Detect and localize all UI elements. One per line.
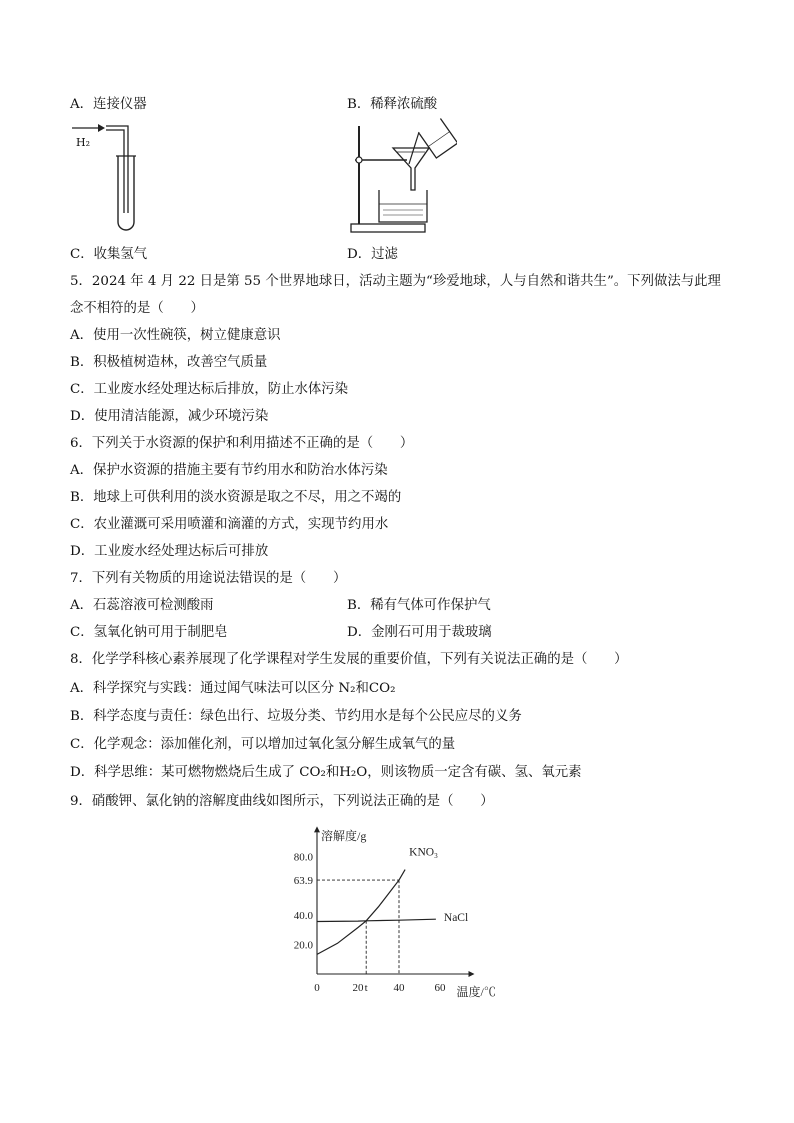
- solubility-chart: [270, 822, 520, 1007]
- q8-option-d-text: D．科学思维：某可燃物燃烧后生成了: [70, 765, 300, 780]
- q7-option-c: C．氢氧化钠可用于制肥皂: [70, 625, 228, 640]
- q5-option-b: B．积极植树造林，改善空气质量: [70, 355, 268, 370]
- q6-option-c: C．农业灌溉可采用喷灌和滴灌的方式，实现节约用水: [70, 517, 389, 532]
- x-axis-arrow: [469, 971, 475, 977]
- x-tick-label: 60: [434, 982, 446, 994]
- q5-stem-line1: 5．2024 年 4 月 22 日是第 55 个世界地球日，活动主题为“珍爱地球，人与自然和谐共生”。下列做法与此理: [70, 274, 721, 289]
- option-d-label: D．过滤: [347, 247, 398, 262]
- formula-co2: CO₂: [368, 681, 396, 696]
- q6-stem: 6．下列关于水资源的保护和利用描述不正确的是（ ）: [70, 436, 414, 451]
- formula-n2: N₂: [338, 681, 356, 696]
- series-curve-0: [317, 870, 405, 955]
- q7-option-d: D．金刚石可用于裁玻璃: [347, 625, 492, 640]
- h2-label: H₂: [76, 136, 91, 149]
- y-tick-label: 40.0: [293, 910, 313, 923]
- q5-stem-line2: 念不相符的是（ ）: [70, 301, 204, 316]
- conjunction: 和: [325, 765, 340, 780]
- q8-option-c: C．化学观念：添加催化剂，可以增加过氧化氢分解生成氧气的量: [70, 737, 456, 752]
- q8-option-b: B．科学态度与责任：绿色出行、垃圾分类、节约用水是每个公民应尽的义务: [70, 709, 522, 724]
- q8-stem: 8．化学学科核心素养展现了化学课程对学生发展的重要价值，下列有关说法正确的是（ ）: [70, 652, 628, 667]
- q8-option-d: [70, 764, 582, 782]
- q6-option-d: D．工业废水经处理达标后可排放: [70, 544, 269, 559]
- figure-filtration: [347, 118, 457, 236]
- q7-option-a: A．石蕊溶液可检测酸雨: [70, 598, 214, 613]
- q5-option-c: C．工业废水经处理达标后排放，防止水体污染: [70, 382, 349, 397]
- y-axis-arrow: [314, 826, 320, 832]
- q7-option-b: B．稀有气体可作保护气: [347, 598, 491, 613]
- q6-option-a: A．保护水资源的措施主要有节约用水和防治水体污染: [70, 463, 388, 478]
- y-axis-label: 溶解度/g: [321, 829, 367, 843]
- formula-co2: CO₂: [299, 765, 326, 780]
- option-b-label: B．稀释浓硫酸: [347, 97, 438, 112]
- y-tick-label: 63.9: [293, 875, 313, 888]
- x-tick-label: 20: [352, 982, 364, 994]
- x-tick-label: 0: [314, 982, 320, 994]
- solubility-chart-svg: [270, 822, 520, 1007]
- x-axis-label: 温度/℃: [456, 985, 496, 999]
- series-label-1: NaCl: [443, 912, 469, 925]
- q8-option-a: [70, 680, 395, 698]
- y-tick-label: 20.0: [293, 939, 313, 952]
- q8-option-a-text: A．科学探究与实践：通过闻气味法可以区分: [70, 681, 339, 696]
- q5-option-a: A．使用一次性碗筷，树立健康意识: [70, 328, 281, 343]
- option-c-label: C．收集氢气: [70, 247, 148, 262]
- option-a-label: A．连接仪器: [70, 97, 147, 112]
- x-tick-label: 40: [393, 982, 405, 994]
- q7-stem: 7．下列有关物质的用途说法错误的是（ ）: [70, 571, 347, 586]
- q6-option-b: B．地球上可供利用的淡水资源是取之不尽，用之不竭的: [70, 490, 402, 505]
- q8-option-d-tail: ，则该物质一定含有碳、氢、氧元素: [367, 765, 582, 780]
- formula-h2o: H₂O: [339, 765, 368, 780]
- conjunction: 和: [355, 681, 369, 696]
- q5-option-d: D．使用清洁能源，减少环境污染: [70, 409, 269, 424]
- y-tick-label: 80.0: [293, 851, 313, 864]
- figure-collect-hydrogen: [70, 118, 150, 236]
- series-curve-1: [317, 919, 436, 921]
- x-tick-label: t: [364, 982, 368, 994]
- series-label-0: KNO₃: [409, 846, 439, 859]
- q9-stem: 9．硝酸钾、氯化钠的溶解度曲线如图所示，下列说法正确的是（ ）: [70, 794, 494, 809]
